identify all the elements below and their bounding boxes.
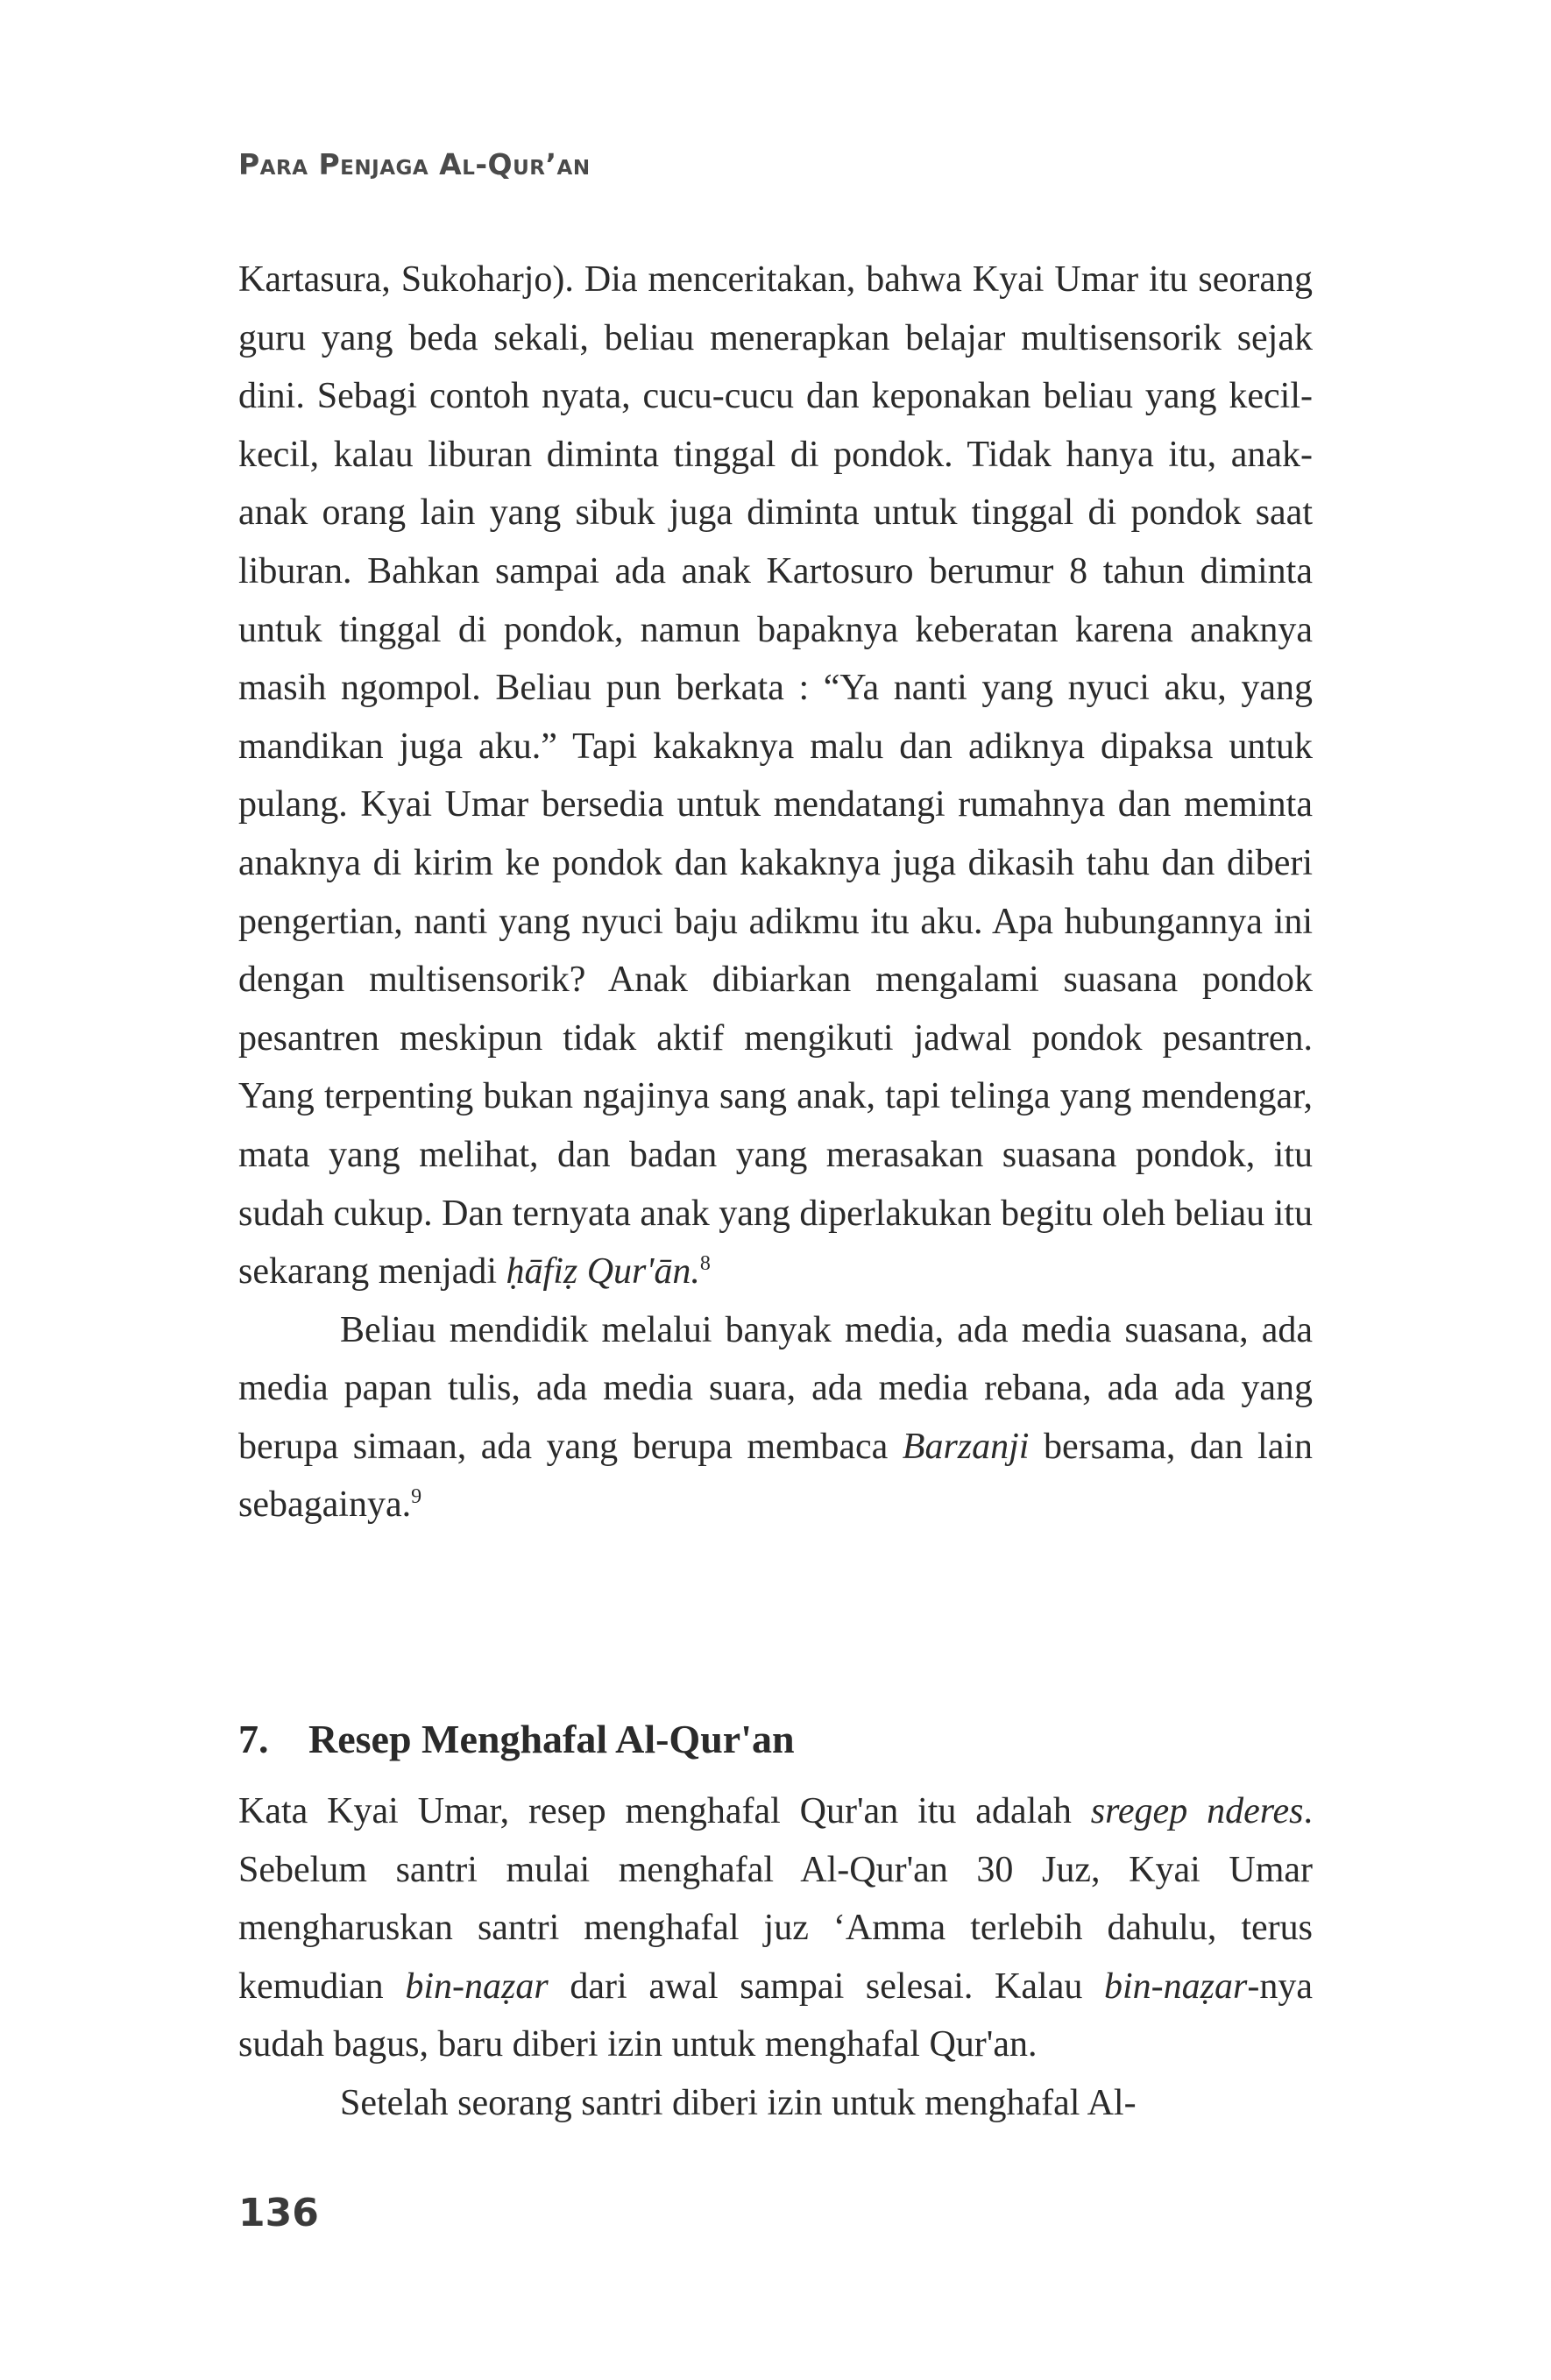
paragraph-3-italic-c: bin-naẓar bbox=[1104, 1966, 1248, 2007]
footnote-marker-9: 9 bbox=[411, 1485, 422, 1509]
paragraph-1 bbox=[238, 251, 1313, 1301]
body-text-lower bbox=[238, 1782, 1313, 2133]
body-text-upper bbox=[238, 251, 1313, 1534]
paragraph-3-text-d: -nya sudah bagus, baru diberi izin untuk menghafal Qur'an. bbox=[238, 1966, 1314, 2065]
paragraph-3-text-b: . Sebelum santri mulai menghafal Al-Qur'an 30 Juz, Kyai Umar mengharuskan santri menghafal juz ‘Amma terlebih dahulu, terus kemudian bbox=[238, 1791, 1313, 2007]
paragraph-3 bbox=[238, 1782, 1313, 2074]
section-heading bbox=[238, 1716, 1313, 1762]
footnote-marker-8: 8 bbox=[699, 1252, 711, 1276]
paragraph-1-text: Kartasura, Sukoharjo). Dia menceritakan, bahwa Kyai Umar itu seorang guru yang beda sekali, beliau menerapkan belajar multisensorik sejak dini. Sebagi contoh nyata, cucu-cucu dan keponakan beliau yang kecil-kecil, kalau liburan diminta tinggal di pondok. Tidak hanya itu, anak-anak orang lain yang sibuk juga diminta untuk tinggal di pondok saat liburan. Bahkan sampai ada anak Kartosuro berumur 8 tahun diminta untuk tinggal di pondok, namun bapaknya keberatan karena anaknya masih ngompol. Beliau pun berkata : “Ya nanti yang nyuci aku, yang mandikan juga aku.” Tapi kakaknya malu dan adiknya dipaksa untuk pulang. Kyai Umar bersedia untuk mendatangi rumahnya dan meminta anaknya di kirim ke pondok dan kakaknya juga dikasih tahu dan diberi pengertian, nanti yang nyuci baju adikmu itu aku. Apa hubungannya ini dengan multisensorik? Anak dibiarkan mengalami suasana pondok pesantren meskipun tidak aktif mengikuti jadwal pondok pesantren. Yang terpenting bukan ngajinya sang anak, tapi telinga yang mendengar, mata yang melihat, dan badan yang merasakan suasana pondok, itu sudah cukup. Dan ternyata anak yang diperlakukan begitu oleh beliau itu sekarang menjadi bbox=[238, 259, 1313, 1293]
running-header: Para Penjaga Al-Qur’an bbox=[238, 147, 591, 181]
paragraph-2 bbox=[238, 1301, 1313, 1534]
paragraph-2-text-end: bersama, dan lain sebagainya. bbox=[238, 1426, 1314, 1526]
paragraph-3-italic-a: sregep nderes bbox=[1090, 1791, 1304, 1831]
page-number: 136 bbox=[238, 2191, 319, 2235]
section-number: 7. bbox=[238, 1717, 269, 1761]
paragraph-4 bbox=[238, 2074, 1313, 2133]
paragraph-3-text-a: Kata Kyai Umar, resep menghafal Qur'an itu adalah bbox=[238, 1791, 1091, 1831]
paragraph-1-italic: ḥāfiẓ Qur'ān. bbox=[506, 1251, 700, 1293]
paragraph-2-text: Beliau mendidik melalui banyak media, ada media suasana, ada media papan tulis, ada media suara, ada media rebana, ada ada yang berupa simaan, ada yang berupa membaca bbox=[238, 1309, 1313, 1467]
paragraph-4-text: Setelah seorang santri diberi izin untuk menghafal Al- bbox=[340, 2082, 1137, 2123]
paragraph-3-text-c: dari awal sampai selesai. Kalau bbox=[548, 1966, 1105, 2007]
paragraph-2-italic: Barzanji bbox=[902, 1426, 1030, 1467]
paragraph-3-italic-b: bin-naẓar bbox=[405, 1966, 549, 2007]
section-title: Resep Menghafal Al-Qur'an bbox=[308, 1717, 795, 1761]
